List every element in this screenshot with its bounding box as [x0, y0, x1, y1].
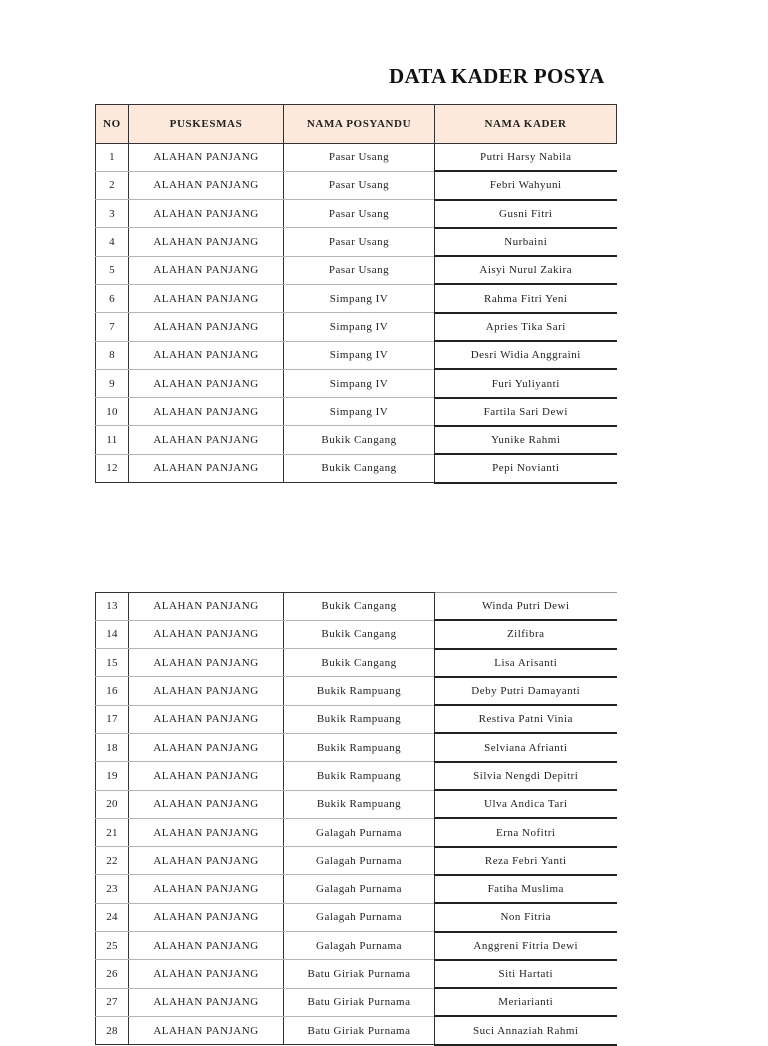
cell-no: 1 — [96, 144, 129, 172]
cell-posyandu: Simpang IV — [284, 341, 435, 369]
cell-puskesmas: ALAHAN PANJANG — [129, 426, 284, 454]
cell-kader: Silvia Nengdi Depitri — [435, 762, 617, 790]
cell-posyandu: Galagah Purnama — [284, 847, 435, 875]
cell-posyandu: Bukik Cangang — [284, 620, 435, 648]
cell-posyandu: Bukik Cangang — [284, 454, 435, 482]
cell-kader: Siti Hartati — [435, 960, 617, 988]
table-row — [96, 171, 617, 199]
cell-no: 12 — [96, 454, 129, 482]
table-row — [96, 228, 617, 256]
cell-puskesmas: ALAHAN PANJANG — [129, 790, 284, 818]
cell-kader: Aisyi Nurul Zakira — [435, 256, 617, 284]
cell-puskesmas: ALAHAN PANJANG — [129, 341, 284, 369]
cell-puskesmas: ALAHAN PANJANG — [129, 875, 284, 903]
table-row — [96, 313, 617, 341]
cell-puskesmas: ALAHAN PANJANG — [129, 144, 284, 172]
cell-posyandu: Galagah Purnama — [284, 932, 435, 960]
cell-posyandu: Bukik Rampuang — [284, 790, 435, 818]
cell-kader: Desri Widia Anggraini — [435, 341, 617, 369]
cell-kader: Deby Putri Damayanti — [435, 677, 617, 705]
table-row — [96, 426, 617, 454]
cell-no: 25 — [96, 932, 129, 960]
cell-puskesmas: ALAHAN PANJANG — [129, 847, 284, 875]
cell-puskesmas: ALAHAN PANJANG — [129, 620, 284, 648]
table-row — [96, 284, 617, 312]
table-row — [96, 847, 617, 875]
table-row — [96, 620, 617, 648]
cell-no: 16 — [96, 677, 129, 705]
cell-no: 15 — [96, 649, 129, 677]
table-row — [96, 790, 617, 818]
cell-kader: Fartila Sari Dewi — [435, 398, 617, 426]
header-posyandu: NAMA POSYANDU — [284, 105, 435, 144]
cell-kader: Zilfibra — [435, 620, 617, 648]
cell-kader: Furi Yuliyanti — [435, 369, 617, 397]
cell-puskesmas: ALAHAN PANJANG — [129, 705, 284, 733]
cell-no: 27 — [96, 988, 129, 1016]
cell-kader: Gusni Fitri — [435, 200, 617, 228]
header-row — [96, 105, 617, 144]
page-title: DATA KADER POSYA — [389, 64, 605, 88]
cell-posyandu: Bukik Cangang — [284, 426, 435, 454]
cell-kader: Ulva Andica Tari — [435, 790, 617, 818]
table-row — [96, 144, 617, 172]
cell-posyandu: Simpang IV — [284, 284, 435, 312]
cell-posyandu: Pasar Usang — [284, 144, 435, 172]
cell-posyandu: Galagah Purnama — [284, 903, 435, 931]
cell-no: 28 — [96, 1016, 129, 1044]
cell-posyandu: Bukik Rampuang — [284, 733, 435, 761]
table-row — [96, 875, 617, 903]
cell-puskesmas: ALAHAN PANJANG — [129, 677, 284, 705]
table-row — [96, 960, 617, 988]
cell-kader: Reza Febri Yanti — [435, 847, 617, 875]
cell-posyandu: Simpang IV — [284, 369, 435, 397]
cell-no: 11 — [96, 426, 129, 454]
table-body-top — [96, 144, 617, 483]
table-row — [96, 649, 617, 677]
cell-posyandu: Simpang IV — [284, 313, 435, 341]
cell-posyandu: Pasar Usang — [284, 228, 435, 256]
cell-puskesmas: ALAHAN PANJANG — [129, 649, 284, 677]
cell-posyandu: Pasar Usang — [284, 256, 435, 284]
table-header — [96, 105, 617, 144]
cell-posyandu: Simpang IV — [284, 398, 435, 426]
table-row — [96, 818, 617, 846]
cell-puskesmas: ALAHAN PANJANG — [129, 1016, 284, 1044]
cell-no: 20 — [96, 790, 129, 818]
cell-no: 7 — [96, 313, 129, 341]
cell-puskesmas: ALAHAN PANJANG — [129, 818, 284, 846]
cell-puskesmas: ALAHAN PANJANG — [129, 171, 284, 199]
cell-kader: Rahma Fitri Yeni — [435, 284, 617, 312]
cell-no: 10 — [96, 398, 129, 426]
cell-no: 17 — [96, 705, 129, 733]
table-row — [96, 733, 617, 761]
cell-no: 9 — [96, 369, 129, 397]
cell-no: 14 — [96, 620, 129, 648]
cell-no: 21 — [96, 818, 129, 846]
cell-posyandu: Galagah Purnama — [284, 875, 435, 903]
cell-kader: Restiva Patni Vinia — [435, 705, 617, 733]
cell-puskesmas: ALAHAN PANJANG — [129, 256, 284, 284]
cell-puskesmas: ALAHAN PANJANG — [129, 200, 284, 228]
table-row — [96, 932, 617, 960]
cell-no: 26 — [96, 960, 129, 988]
cell-no: 18 — [96, 733, 129, 761]
kader-table-top — [95, 104, 617, 484]
cell-puskesmas: ALAHAN PANJANG — [129, 369, 284, 397]
table-row — [96, 593, 617, 621]
cell-no: 3 — [96, 200, 129, 228]
table-row — [96, 398, 617, 426]
cell-posyandu: Bukik Rampuang — [284, 677, 435, 705]
cell-kader: Pepi Novianti — [435, 454, 617, 482]
cell-puskesmas: ALAHAN PANJANG — [129, 228, 284, 256]
cell-puskesmas: ALAHAN PANJANG — [129, 762, 284, 790]
kader-table-bottom — [95, 592, 617, 1046]
cell-puskesmas: ALAHAN PANJANG — [129, 733, 284, 761]
cell-posyandu: Bukik Rampuang — [284, 762, 435, 790]
table-row — [96, 762, 617, 790]
cell-kader: Anggreni Fitria Dewi — [435, 932, 617, 960]
cell-no: 4 — [96, 228, 129, 256]
cell-kader: Nurbaini — [435, 228, 617, 256]
cell-puskesmas: ALAHAN PANJANG — [129, 284, 284, 312]
table-row — [96, 369, 617, 397]
cell-kader: Febri Wahyuni — [435, 171, 617, 199]
cell-kader: Putri Harsy Nabila — [435, 144, 617, 172]
table-row — [96, 1016, 617, 1044]
cell-posyandu: Bukik Cangang — [284, 593, 435, 621]
header-kader: NAMA KADER — [435, 105, 617, 144]
cell-posyandu: Bukik Cangang — [284, 649, 435, 677]
cell-kader: Yunike Rahmi — [435, 426, 617, 454]
cell-puskesmas: ALAHAN PANJANG — [129, 593, 284, 621]
table-row — [96, 705, 617, 733]
cell-no: 23 — [96, 875, 129, 903]
cell-puskesmas: ALAHAN PANJANG — [129, 313, 284, 341]
table-body-bottom — [96, 593, 617, 1045]
cell-kader: Selviana Afrianti — [435, 733, 617, 761]
table-row — [96, 454, 617, 482]
cell-puskesmas: ALAHAN PANJANG — [129, 988, 284, 1016]
header-puskesmas: PUSKESMAS — [129, 105, 284, 144]
table-row — [96, 341, 617, 369]
cell-puskesmas: ALAHAN PANJANG — [129, 398, 284, 426]
cell-no: 5 — [96, 256, 129, 284]
cell-posyandu: Batu Giriak Purnama — [284, 960, 435, 988]
cell-kader: Suci Annaziah Rahmi — [435, 1016, 617, 1044]
cell-no: 2 — [96, 171, 129, 199]
cell-no: 22 — [96, 847, 129, 875]
cell-kader: Non Fitria — [435, 903, 617, 931]
cell-kader: Lisa Arisanti — [435, 649, 617, 677]
cell-no: 13 — [96, 593, 129, 621]
table-row — [96, 903, 617, 931]
cell-kader: Fatiha Muslima — [435, 875, 617, 903]
table-row — [96, 256, 617, 284]
cell-no: 19 — [96, 762, 129, 790]
cell-posyandu: Pasar Usang — [284, 200, 435, 228]
cell-kader: Winda Putri Dewi — [435, 593, 617, 621]
cell-no: 24 — [96, 903, 129, 931]
table-row — [96, 988, 617, 1016]
table-row — [96, 200, 617, 228]
cell-kader: Erna Nofitri — [435, 818, 617, 846]
cell-posyandu: Pasar Usang — [284, 171, 435, 199]
cell-no: 8 — [96, 341, 129, 369]
cell-kader: Meriarianti — [435, 988, 617, 1016]
cell-puskesmas: ALAHAN PANJANG — [129, 960, 284, 988]
cell-puskesmas: ALAHAN PANJANG — [129, 932, 284, 960]
cell-puskesmas: ALAHAN PANJANG — [129, 454, 284, 482]
cell-posyandu: Bukik Rampuang — [284, 705, 435, 733]
cell-puskesmas: ALAHAN PANJANG — [129, 903, 284, 931]
cell-no: 6 — [96, 284, 129, 312]
cell-posyandu: Batu Giriak Purnama — [284, 988, 435, 1016]
table-row — [96, 677, 617, 705]
header-no: NO — [96, 105, 129, 144]
cell-posyandu: Batu Giriak Purnama — [284, 1016, 435, 1044]
cell-kader: Apries Tika Sari — [435, 313, 617, 341]
cell-posyandu: Galagah Purnama — [284, 818, 435, 846]
